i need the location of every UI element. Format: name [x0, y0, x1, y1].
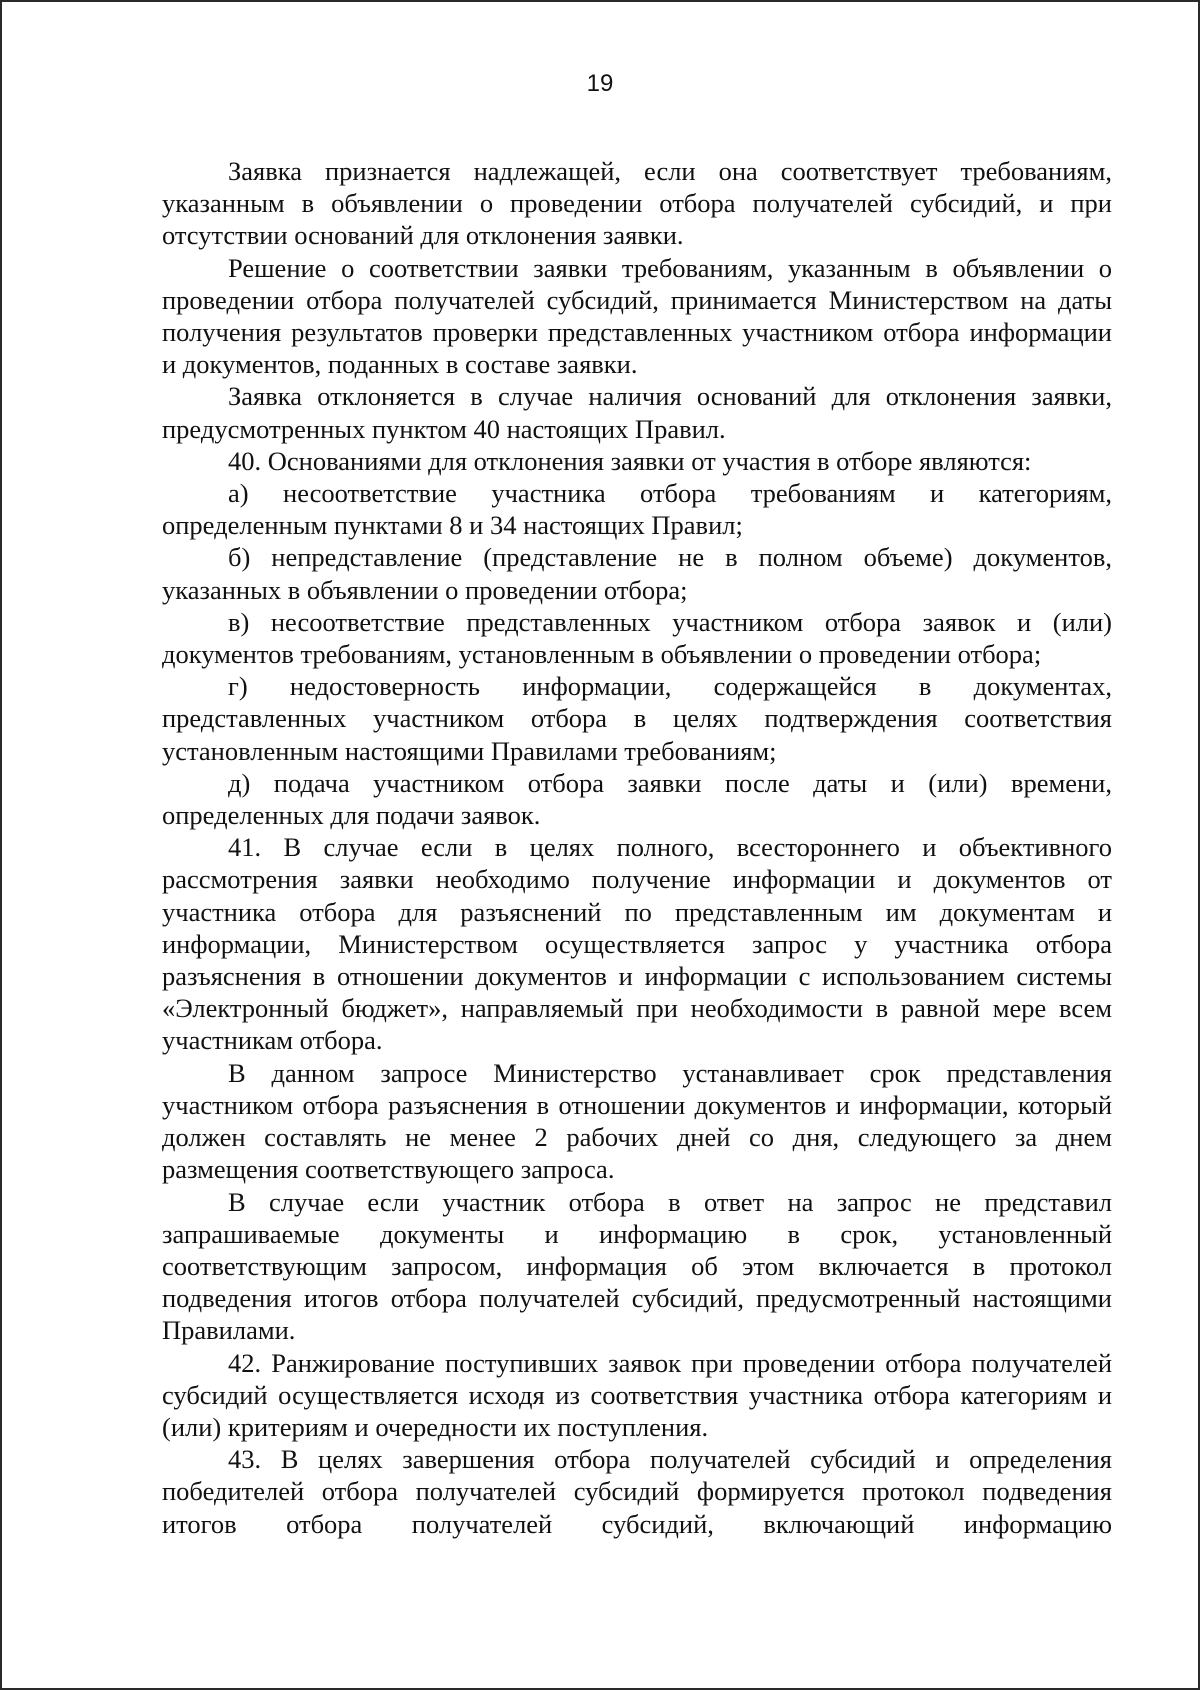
clause-41: 41. В случае если в целях полного, всестороннего и объективного рассмотрения заявки необходимо получение информации и документов от участника отбора для разъяснений по представленным им документам и информации, Министерством осуществляется запрос у участника отбора разъяснения в отношении документов и информации с использованием системы «Электронный бюджет», направляемый при необходимости в равной мере всем участникам отбора. [162, 832, 1112, 1056]
clause-40-item-a: а) несоответствие участника отбора требованиям и категориям, определенным пунктами 8 и 34 настоящих Правил; [162, 478, 1112, 541]
paragraph-compliance-decision: Решение о соответствии заявки требованиям, указанным в объявлении о проведении отбора получателей субсидий, принимается Министерством на даты получения результатов проверки представленных участником отбора информации и документов, поданных в составе заявки. [162, 252, 1112, 380]
paragraph-application-rejected: Заявка отклоняется в случае наличия оснований для отклонения заявки, предусмотренных пунктом 40 настоящих Правил. [162, 381, 1112, 444]
paragraph-no-response: В случае если участник отбора в ответ на запрос не представил запрашиваемые документы и информацию в срок, установленный соответствующим запросом, информация об этом включается в протокол подведения итогов отбора получателей субсидий, предусмотренный настоящими Правилами. [162, 1186, 1112, 1346]
paragraph-application-proper: Заявка признается надлежащей, если она соответствует требованиям, указанным в объявлении о проведении отбора получателей субсидий, и при отсутствии оснований для отклонения заявки. [162, 156, 1112, 251]
page-number: 19 [586, 70, 614, 97]
clause-42: 42. Ранжирование поступивших заявок при проведении отбора получателей субсидий осуществляется исходя из соответствия участника отбора категориям и (или) критериям и очередности их поступления. [162, 1347, 1112, 1442]
clause-43: 43. В целях завершения отбора получателей субсидий и определения победителей отбора получателей субсидий формируется протокол подведения итогов отбора получателей субсидий, включающий информацию [162, 1444, 1112, 1539]
clause-40-item-g: г) недостоверность информации, содержащейся в документах, представленных участником отбора в целях подтверждения соответствия установленным настоящими Правилами требованиям; [162, 671, 1112, 766]
clause-40-item-d: д) подача участником отбора заявки после даты и (или) времени, определенных для подачи заявок. [162, 767, 1112, 831]
clause-40-item-v: в) несоответствие представленных участником отбора заявок и (или) документов требованиям, установленным в объявлении о проведении отбора; [162, 606, 1112, 670]
paragraph-request-deadline: В данном запросе Министерство устанавливает срок представления участником отбора разъяснения в отношении документов и информации, который должен составлять не менее 2 рабочих дней со дня, следующего за днем размещения соответствующего запроса. [162, 1057, 1112, 1185]
clause-40-item-b: б) непредставление (представление не в полном объеме) документов, указанных в объявлении о проведении отбора; [162, 542, 1112, 605]
clause-40-heading: 40. Основаниями для отклонения заявки от участия в отборе являются: [228, 445, 1032, 476]
document-body [162, 155, 1112, 1540]
